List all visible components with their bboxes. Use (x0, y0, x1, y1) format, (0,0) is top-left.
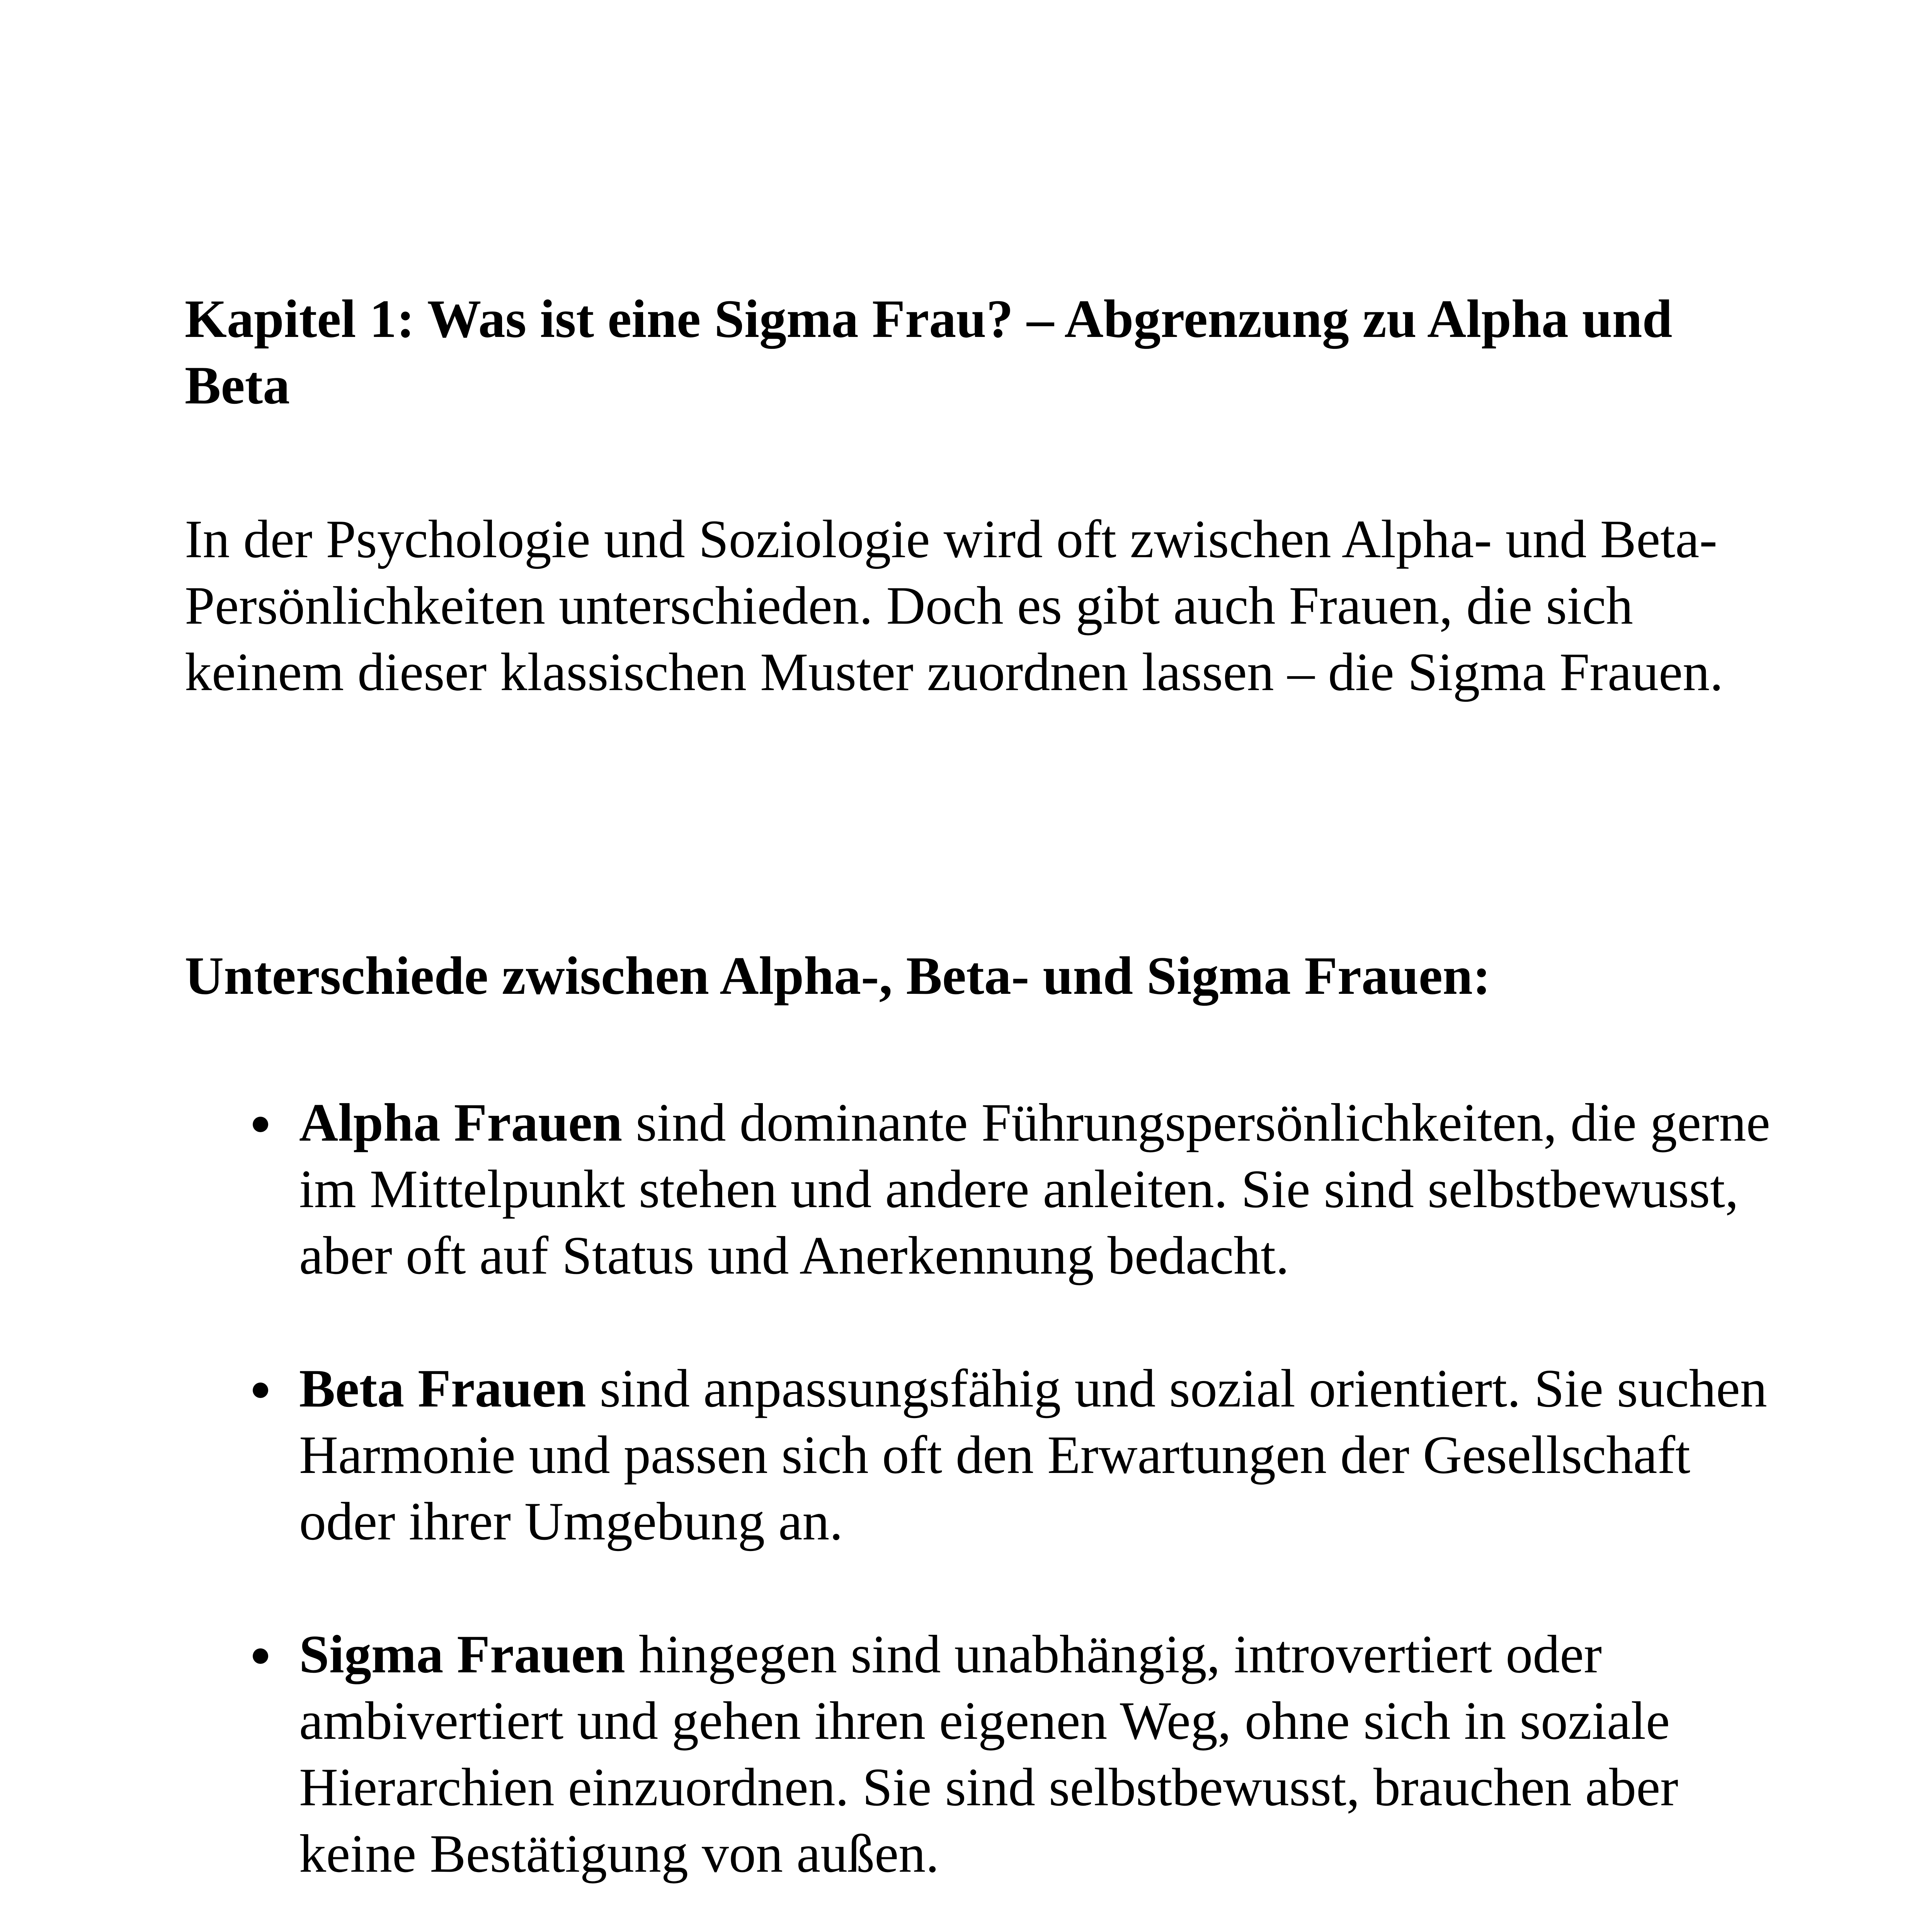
bullet-term: Beta Frauen (299, 1359, 586, 1418)
differences-list (185, 1090, 1788, 1932)
list-item-alpha (185, 1090, 1788, 1289)
bullet-icon (253, 1117, 268, 1132)
intro-paragraph: In der Psychologie und Soziologie wird oft zwischen Alpha- und Beta-Persönlichkeiten unterschieden. Doch es gibt auch Frauen, die sich keinem dieser klassischen Muster zuordnen lassen – die Sigma Frauen. (185, 509, 1724, 702)
bullet-term: Sigma Frauen (299, 1624, 625, 1684)
bullet-text: hingegen sind unabhängig, introvertiert oder ambivertiert und gehen ihren eigenen Weg, ohne sich in soziale Hierarchien einzuordnen. Sie sind selbstbewusst, brauchen aber keine Bestätigung von außen. (299, 1624, 1678, 1884)
bullet-term: Alpha Frauen (299, 1093, 623, 1153)
chapter-title: Kapitel 1: Was ist eine Sigma Frau? – Abgrenzung zu Alpha und Beta (185, 289, 1673, 415)
list-item-sigma (185, 1621, 1788, 1887)
bullet-icon (253, 1383, 268, 1398)
bullet-text: sind anpassungsfähig und sozial orientiert. Sie suchen Harmonie und passen sich oft den Erwartungen der Gesellschaft oder ihrer Umgebung an. (299, 1359, 1767, 1551)
bullet-icon (253, 1648, 268, 1664)
list-item-beta (185, 1355, 1788, 1555)
section-heading: Unterschiede zwischen Alpha-, Beta- und Sigma Frauen: (185, 946, 1491, 1006)
bullet-text: sind dominante Führungspersönlichkeiten, die gerne im Mittelpunkt stehen und andere anleiten. Sie sind selbstbewusst, aber oft auf Status und Anerkennung bedacht. (299, 1093, 1770, 1286)
